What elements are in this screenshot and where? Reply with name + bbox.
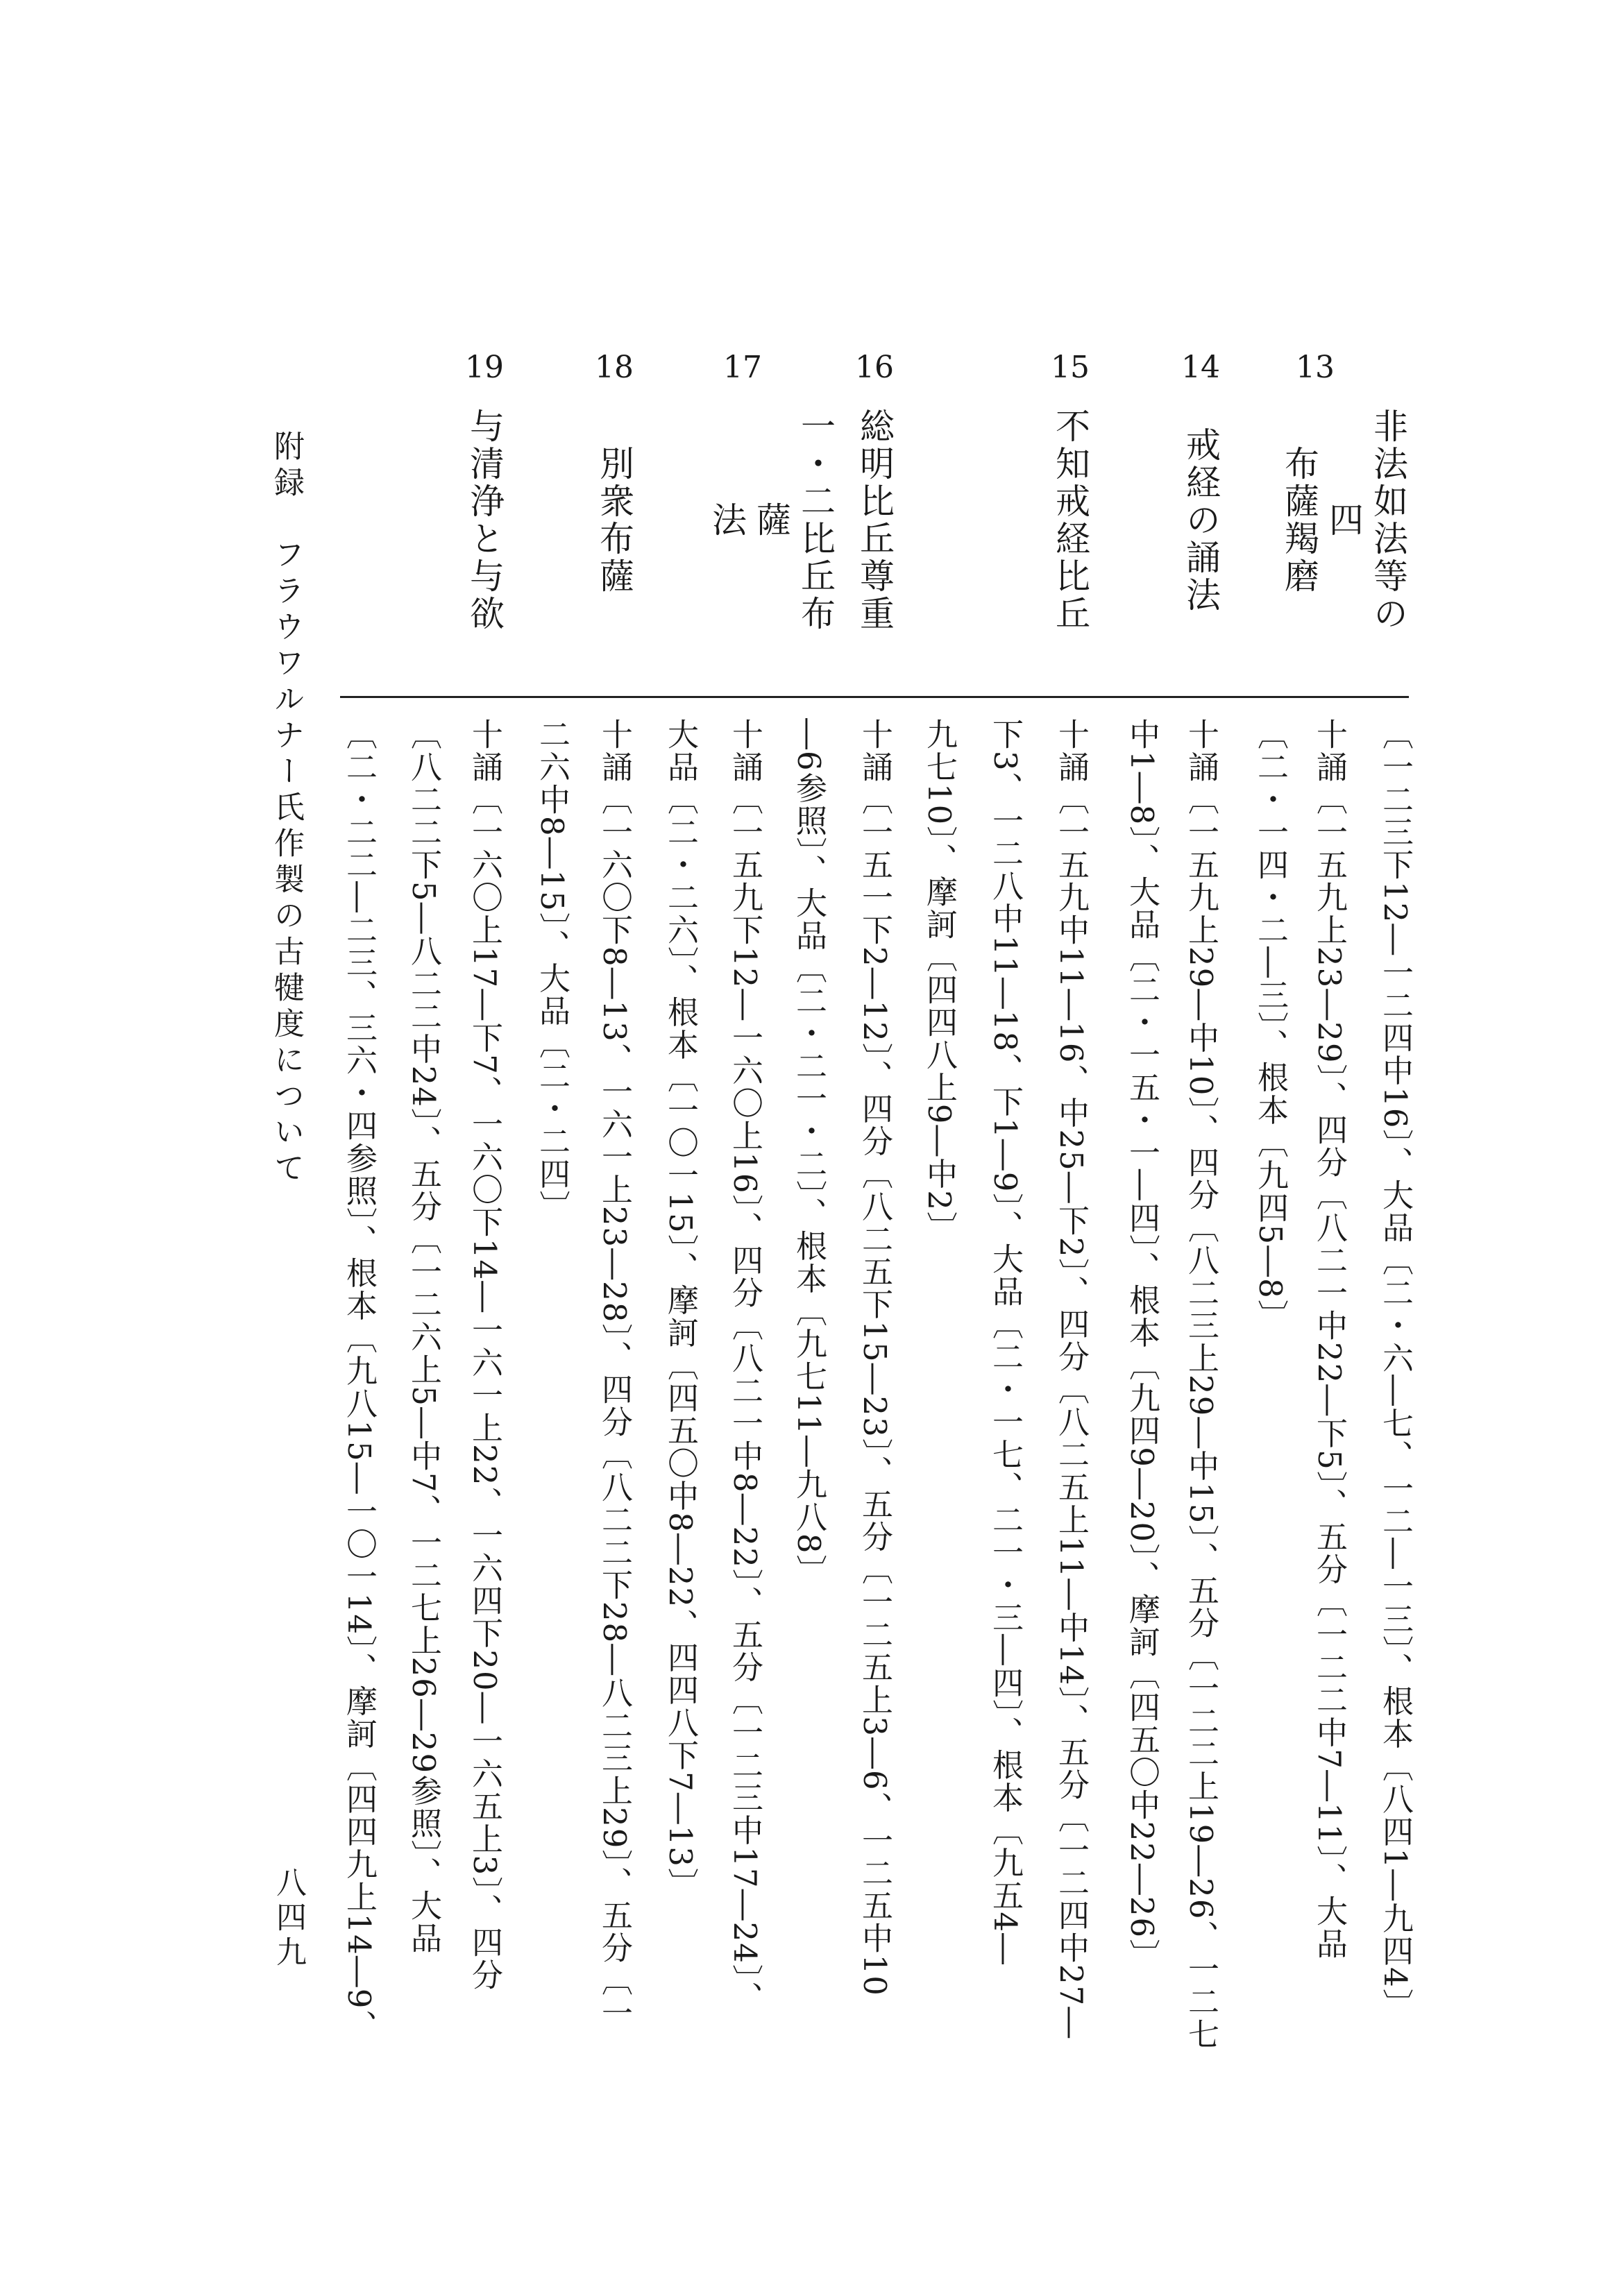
entry-15	[1032, 347, 1108, 648]
reference-column: 十誦〔一六〇上17―下7、一六〇下14―一六一上22、一六四下20―一六五上3〕、四分	[466, 718, 503, 1991]
reference-column: 中1―8〕、大品〔二・一五・一―四〕、根本〔九四9―20〕、摩訶〔四五〇中22―26〕	[1124, 718, 1160, 1972]
entry-title: 非法如法等の四 布薩羯磨	[1279, 408, 1408, 633]
running-header: 附録 フラウワルナー氏作製の古犍度について	[269, 430, 304, 1188]
entry-number: 15	[1051, 350, 1090, 385]
page-number: 八四九	[271, 1866, 306, 1971]
reference-column: 〔二・一四・二―三〕、根本〔九四5―8〕	[1252, 718, 1289, 1332]
reference-column: 十誦〔一五九上29―中10〕、四分〔八二三上29―中15〕、五分〔一二二上19―26、一二七	[1183, 718, 1219, 2051]
reference-column: 十誦〔一五一下2―12〕、四分〔八二五下15―23〕、五分〔一二五上3―6、一二五中10	[856, 718, 893, 1997]
reference-column: 十誦〔一五九中11―16、中25―下2〕、四分〔八二五上11―中14〕、五分〔一二四中27―	[1053, 718, 1090, 2040]
entry-13	[1277, 347, 1408, 648]
entry-18	[576, 347, 652, 648]
reference-column: ―6参照〕、大品〔二・二一・二〕、根本〔九七11―九八8〕	[790, 718, 827, 1588]
entry-title: 一・二比丘布薩 法	[707, 408, 836, 633]
entry-number: 14	[1181, 350, 1220, 385]
entry-title: 別衆布薩	[594, 445, 634, 595]
reference-column: 大品〔二・二六〕、根本〔一〇一15〕、摩訶〔四五〇中8―22、四四八下7―13〕	[662, 718, 699, 1901]
reference-column: 〔一二三下12―一二四中16〕、大品〔二・六―七、一二―一三〕、根本〔八四1―九四4〕	[1377, 718, 1414, 2021]
entry-14	[1162, 347, 1239, 648]
entry-16	[836, 347, 913, 648]
entry-19	[446, 347, 523, 648]
entry-title: 与清浄と与欲	[464, 408, 505, 633]
entry-title: 戒経の誦法	[1181, 427, 1221, 614]
entry-title: 不知戒経比丘	[1050, 408, 1090, 633]
entry-17	[704, 347, 836, 648]
entry-number: 17	[723, 350, 762, 385]
section-divider	[340, 696, 1409, 698]
reference-column: 二六中8―15〕、大品〔二・二四〕	[534, 718, 570, 1223]
entry-number: 19	[465, 350, 504, 385]
entry-number: 16	[855, 350, 894, 385]
reference-column: 十誦〔一五九下12―一六〇上16〕、四分〔八二一中8―22〕、五分〔一二三中17―24〕、	[727, 718, 763, 2014]
reference-column: 下3、一二八中11―18、下1―9〕、大品〔二・一七、二一・三―四〕、根本〔九五4―	[987, 718, 1024, 1966]
reference-column: 〔八二二下5―八二二中24〕、五分〔一二六上5―中7、一二七上26―29参照〕、大品	[405, 718, 442, 1955]
reference-column: 〔二・二二―二三、三六・四参照〕、根本〔九八15―一〇一14〕、摩訶〔四四九上14―9、	[341, 718, 378, 2043]
reference-column: 十誦〔一五九上23―29〕、四分〔八二一中22―下5〕、五分〔一二二中7―11〕、大品	[1311, 718, 1348, 1960]
reference-column: 九七10〕、摩訶〔四四八上9―中2〕	[921, 718, 958, 1245]
entry-number: 18	[595, 350, 634, 385]
reference-column: 十誦〔一六〇下8―13、一六一上23―28〕、四分〔八二二下28―八二三上29〕、五分〔一	[596, 718, 633, 2030]
entry-number: 13	[1296, 350, 1335, 385]
entry-title: 総明比丘尊重	[854, 408, 895, 633]
